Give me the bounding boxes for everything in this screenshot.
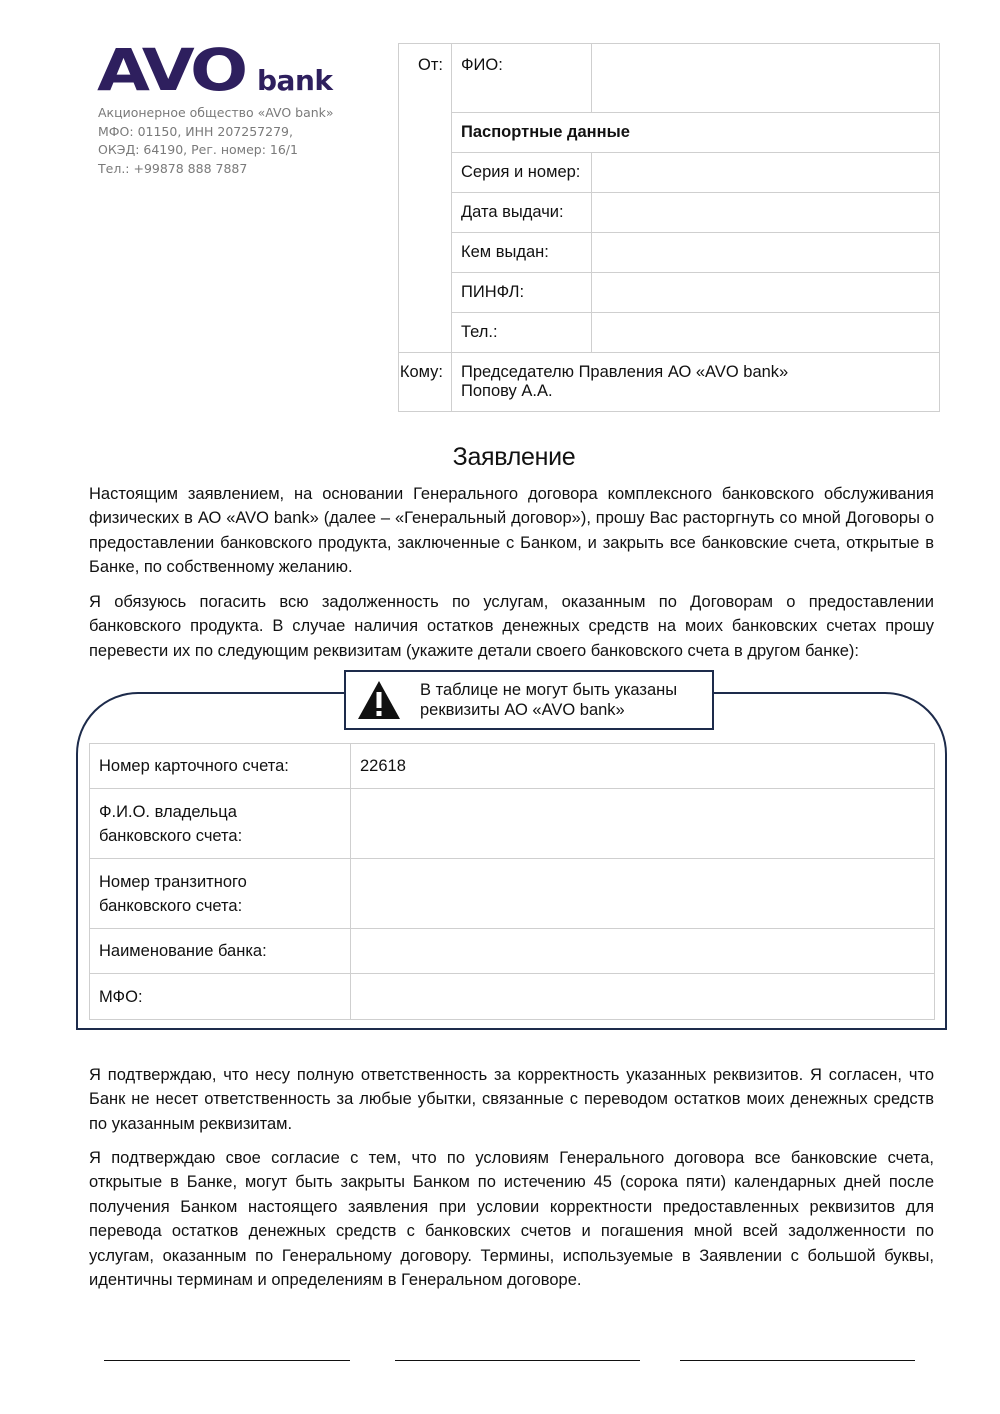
table-row: [90, 789, 935, 859]
pinfl-field[interactable]: [592, 273, 940, 313]
name-line[interactable]: [395, 1360, 640, 1361]
warning-line: реквизиты АО «AVO bank»: [420, 701, 625, 719]
transit-account-field[interactable]: [351, 859, 935, 929]
owner-name-field[interactable]: [351, 789, 935, 859]
phone-label: Тел.:: [452, 313, 592, 353]
company-line: Акционерное общество «AVO bank»: [98, 105, 334, 120]
phone-field[interactable]: [592, 313, 940, 353]
card-account-label: Номер карточного счета:: [90, 744, 351, 789]
company-info: [98, 104, 334, 178]
paragraph-consent: Я подтверждаю свое согласие с тем, что по условиям Генерального договора все банковские счета, открытые в Банке, могут быть закрыты Банком по истечению 45 (сорока пяти) календарных дней после получения Банком настоящего заявления при условии корректности предоставленных реквизитов для перевода остатков денежных средств с банковских счетов и погашения мной всей задолженности по услугам, оказанным по Генеральному договору. Термины, используемые в Заявлении с большой буквы, идентичны терминам и определениям в Генеральном договоре.: [89, 1149, 934, 1290]
signature-line[interactable]: [104, 1360, 350, 1361]
warning-note: [344, 670, 714, 730]
fio-field[interactable]: [592, 44, 940, 113]
warning-text: [420, 680, 677, 720]
passport-heading: Паспортные данные: [452, 113, 940, 153]
label-line: банковского счета:: [99, 826, 243, 845]
paragraph-obligation: Я обязуюсь погасить всю задолженность по услугам, оказанным по Договорам о предоставлении банковского продукта. В случае наличия остатков денежных средств на моих банковских счетах прошу перевести их по следующим реквизитам (укажите детали своего банковского счета в другом банке):: [89, 593, 934, 660]
mfo-label: МФО:: [90, 974, 351, 1020]
mfo-field[interactable]: [351, 974, 935, 1020]
logo-text: AVO: [97, 36, 245, 104]
avo-bank-logo: [97, 36, 337, 104]
paragraph-termination-request: Настоящим заявлением, на основании Генерального договора комплексного банковского обслуживания физических в АО «AVO bank» (далее – «Генеральный договор»), прошу Вас расторгнуть со мной Договоры о предоставлении банковского продукта, заключенные с Банком, и закрыть все банковские счета, открытые в Банке, по собственному желанию.: [89, 485, 934, 577]
card-account-field[interactable]: 22618: [351, 744, 935, 789]
owner-name-label: [90, 789, 351, 859]
company-line: МФО: 01150, ИНН 207257279,: [98, 123, 293, 139]
label-line: Номер транзитного: [99, 872, 247, 891]
recipient-line: Попову А.А.: [461, 382, 553, 400]
company-line: Тел.: +99878 888 7887: [98, 160, 248, 176]
recipient-line: Председателю Правления АО «AVO bank»: [461, 363, 789, 381]
logo-suffix: bank: [257, 64, 333, 97]
date-line[interactable]: [680, 1360, 915, 1361]
bank-name-label: Наименование банка:: [90, 929, 351, 974]
requisites-table: [89, 743, 935, 1020]
pinfl-label: ПИНФЛ:: [452, 273, 592, 313]
issued-by-field[interactable]: [592, 233, 940, 273]
series-label: Серия и номер:: [452, 153, 592, 193]
applicant-table: [398, 43, 940, 412]
from-label: От:: [399, 44, 452, 353]
warning-line: В таблице не могут быть указаны: [420, 681, 678, 699]
issue-date-label: Дата выдачи:: [452, 193, 592, 233]
transit-account-label: [90, 859, 351, 929]
table-row: [90, 744, 935, 789]
recipient: [452, 353, 940, 412]
company-line: ОКЭД: 64190, Рег. номер: 16/1: [98, 142, 298, 157]
issue-date-field[interactable]: [592, 193, 940, 233]
series-field[interactable]: [592, 153, 940, 193]
issued-by-label: Кем выдан:: [452, 233, 592, 273]
document-title: Заявление: [452, 443, 576, 471]
table-row: [90, 974, 935, 1020]
to-label: Кому:: [399, 353, 452, 412]
fio-label: ФИО:: [452, 44, 592, 113]
label-line: Ф.И.О. владельца: [99, 802, 237, 821]
warning-triangle-icon: [357, 680, 401, 720]
table-row: [90, 859, 935, 929]
label-line: банковского счета:: [99, 896, 243, 915]
paragraph-responsibility: Я подтверждаю, что несу полную ответственность за корректность указанных реквизитов. Я согласен, что Банк не несет ответственность за любые убытки, связанные с переводом остатков моих денежных средств по указанным реквизитам.: [89, 1066, 934, 1133]
bank-name-field[interactable]: [351, 929, 935, 974]
table-row: [90, 929, 935, 974]
